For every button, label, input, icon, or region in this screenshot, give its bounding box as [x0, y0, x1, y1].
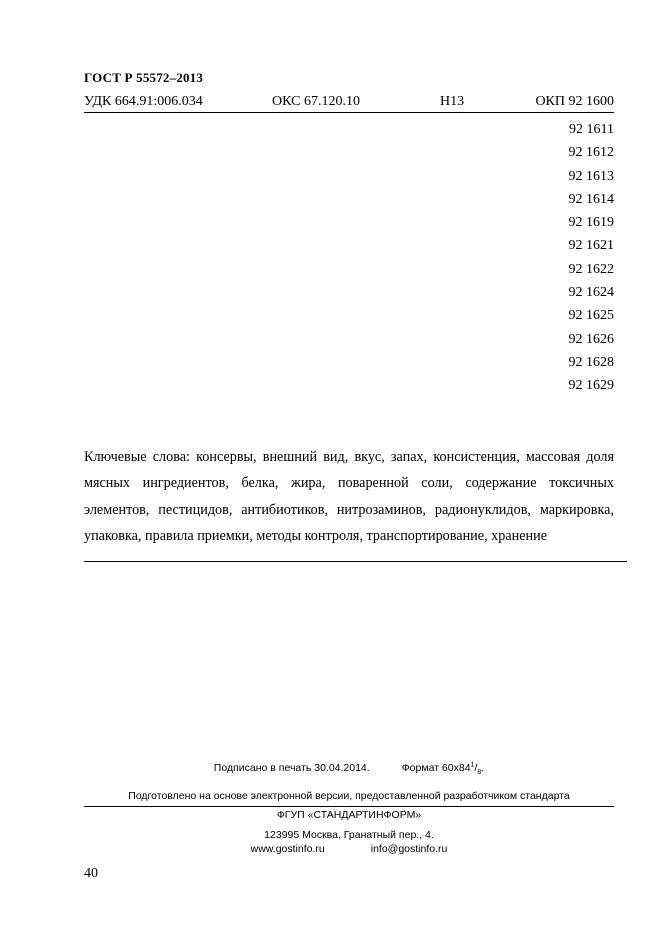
- okp-code-item: 92 1622: [568, 261, 614, 277]
- signed-date: Подписано в печать 30.04.2014.: [213, 762, 370, 774]
- classification-codes-row: [84, 94, 614, 112]
- okp-code: ОКП 92 1600: [535, 94, 614, 109]
- okp-code-item: 92 1625: [568, 308, 614, 324]
- page-format: Формат $60х84^1/_8$.: [401, 761, 485, 777]
- okp-code-item: 92 1626: [568, 331, 614, 347]
- oks-code: ОКС 67.120.10: [272, 94, 360, 109]
- imprint-divider: [84, 806, 614, 807]
- udk-code: УДК 664.91:006.034: [84, 94, 203, 109]
- okp-code-item: 92 1628: [568, 354, 614, 370]
- page-number: 40: [84, 866, 98, 881]
- okp-code-item: 92 1614: [568, 191, 614, 207]
- prepared-note: Подготовлено на основе электронной версии, предоставленной разработчиком стандарта: [128, 790, 570, 802]
- print-signing-line: [84, 761, 614, 777]
- okp-code-item: 92 1619: [568, 215, 614, 231]
- keywords-paragraph: Ключевые слова: консервы, внешний вид, вкус, запах, консистенция, массовая доля мясных ингредиентов, белка, жира, поваренной соли, содержание токсичных элементов, пестицидов, антибиотиков, нитрозаминов, радионуклидов, маркировка, упаковка, правила приемки, методы контроля, транспортирование, хранение: [84, 449, 614, 544]
- okp-code-item: 92 1624: [568, 285, 614, 301]
- email-link[interactable]: info@gostinfo.ru: [370, 843, 448, 855]
- top-divider: [84, 112, 614, 113]
- group-code: Н13: [440, 94, 465, 109]
- website-link[interactable]: www.gostinfo.ru: [250, 843, 325, 855]
- okp-code-list: [569, 120, 615, 400]
- okp-code-item: 92 1611: [569, 122, 614, 137]
- okp-code-item: 92 1612: [568, 145, 614, 161]
- publisher-contacts: [84, 843, 614, 855]
- publisher-address: 123995 Москва, Гранатный пер., 4.: [264, 829, 434, 841]
- okp-code-item: 92 1613: [568, 168, 614, 184]
- okp-code-item: 92 1629: [568, 378, 614, 394]
- keywords-divider: [84, 561, 627, 562]
- okp-code-item: 92 1621: [568, 238, 614, 254]
- standard-designation: ГОСТ Р 55572–2013: [84, 70, 204, 85]
- publisher-name: ФГУП «СТАНДАРТИНФОРМ»: [276, 809, 422, 821]
